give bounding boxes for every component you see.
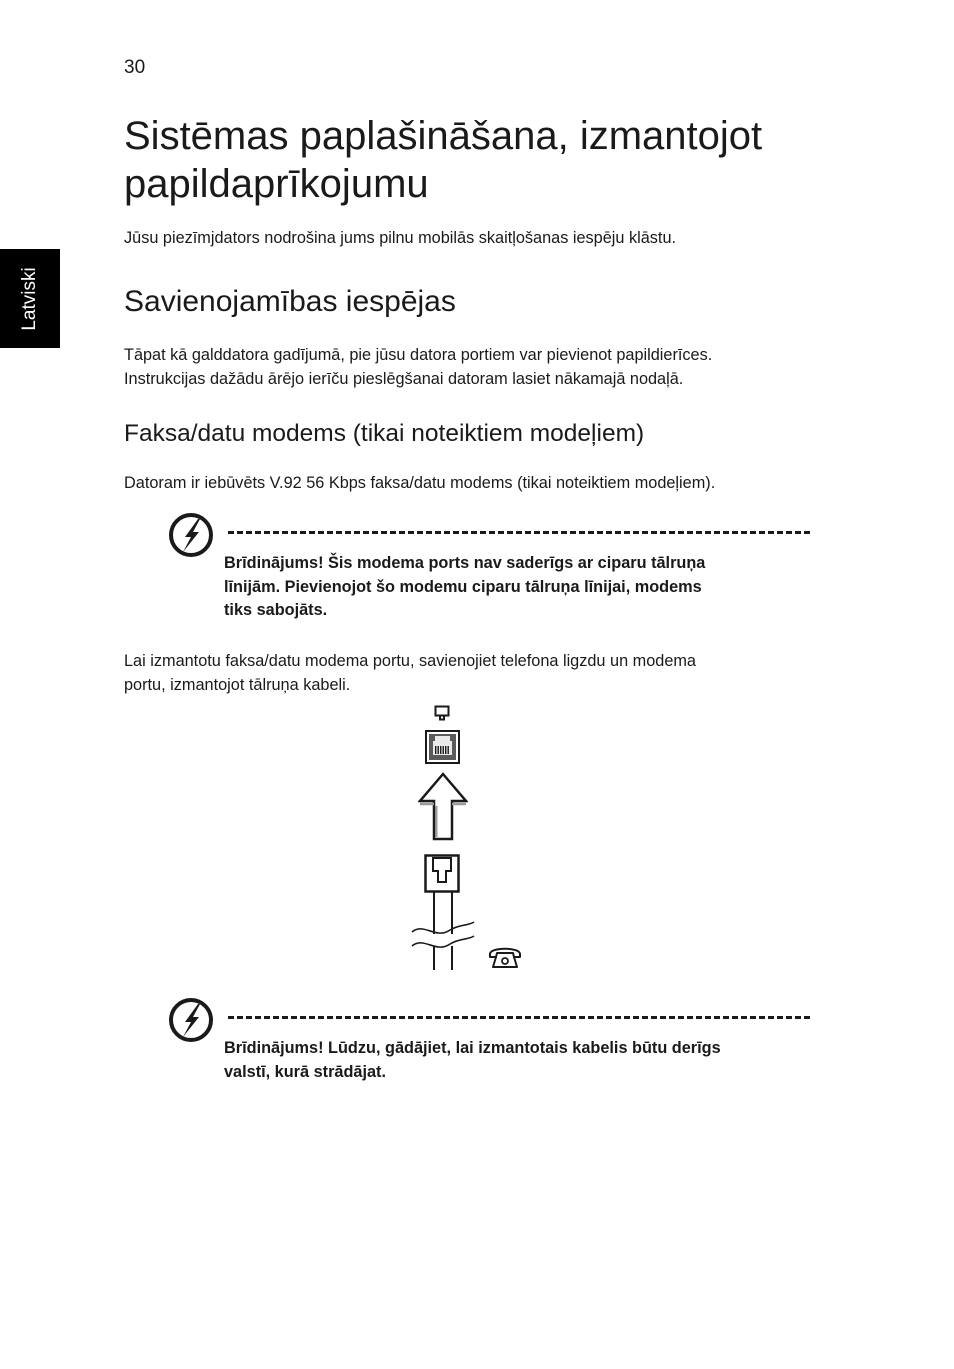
warning-lightning-icon	[168, 997, 214, 1043]
modem-paragraph: Datoram ir iebūvēts V.92 56 Kbps faksa/datu modems (tikai noteiktiem modeļiem).	[124, 474, 716, 492]
warning-2-line-2: valstī, kurā strādājat.	[224, 1062, 386, 1081]
section-paragraph-line-2: Instrukcijas dažādu ārējo ierīču pieslēgšanai datoram lasiet nākamajā nodaļā.	[124, 370, 684, 388]
section-heading: Savienojamības iespējas	[124, 285, 456, 318]
instruction-paragraph	[124, 649, 824, 697]
subsection-heading: Faksa/datu modems (tikai noteiktiem modeļiem)	[124, 420, 645, 447]
language-tab-label: Latviski	[19, 267, 40, 331]
telephone-icon	[487, 945, 523, 969]
instruction-line-1: Lai izmantotu faksa/datu modema portu, savienojiet telefona ligzdu un modema	[124, 652, 696, 670]
phone-cable-icon	[410, 892, 476, 972]
rj11-plug-icon	[424, 854, 460, 894]
rj11-jack-icon	[425, 730, 460, 764]
warning-divider	[228, 531, 810, 534]
section-paragraph-line-1: Tāpat kā galddatora gadījumā, pie jūsu datora portiem var pievienot papildierīces.	[124, 346, 713, 364]
instruction-line-2: portu, izmantojot tālruņa kabeli.	[124, 676, 351, 694]
warning-2-line-1: Brīdinājums! Lūdzu, gādājiet, lai izmantotais kabelis būtu derīgs	[224, 1039, 721, 1057]
page-number: 30	[124, 57, 146, 78]
language-tab	[0, 249, 60, 348]
warning-1-line-3: tiks sabojāts.	[224, 601, 328, 619]
page-title-line-2: papildaprīkojumu	[124, 162, 429, 206]
warning-text-2	[224, 1037, 814, 1084]
warning-divider	[228, 1016, 810, 1019]
warning-1-line-1: Brīdinājums! Šis modema ports nav saderīgs ar ciparu tālruņa	[224, 554, 706, 572]
modem-port-icon	[434, 705, 450, 721]
warning-text-1	[224, 552, 814, 623]
warning-1-line-2: līnijām. Pievienojot šo modemu ciparu tālruņa līnijai, modems	[224, 577, 702, 596]
intro-paragraph: Jūsu piezīmjdators nodrošina jums pilnu mobilās skaitļošanas iespēju klāstu.	[124, 229, 677, 247]
arrow-up-icon	[418, 772, 468, 842]
page-title	[124, 112, 884, 208]
section-paragraph	[124, 343, 824, 391]
warning-lightning-icon	[168, 512, 214, 558]
page-title-line-1: Sistēmas paplašināšana, izmantojot	[124, 114, 763, 158]
